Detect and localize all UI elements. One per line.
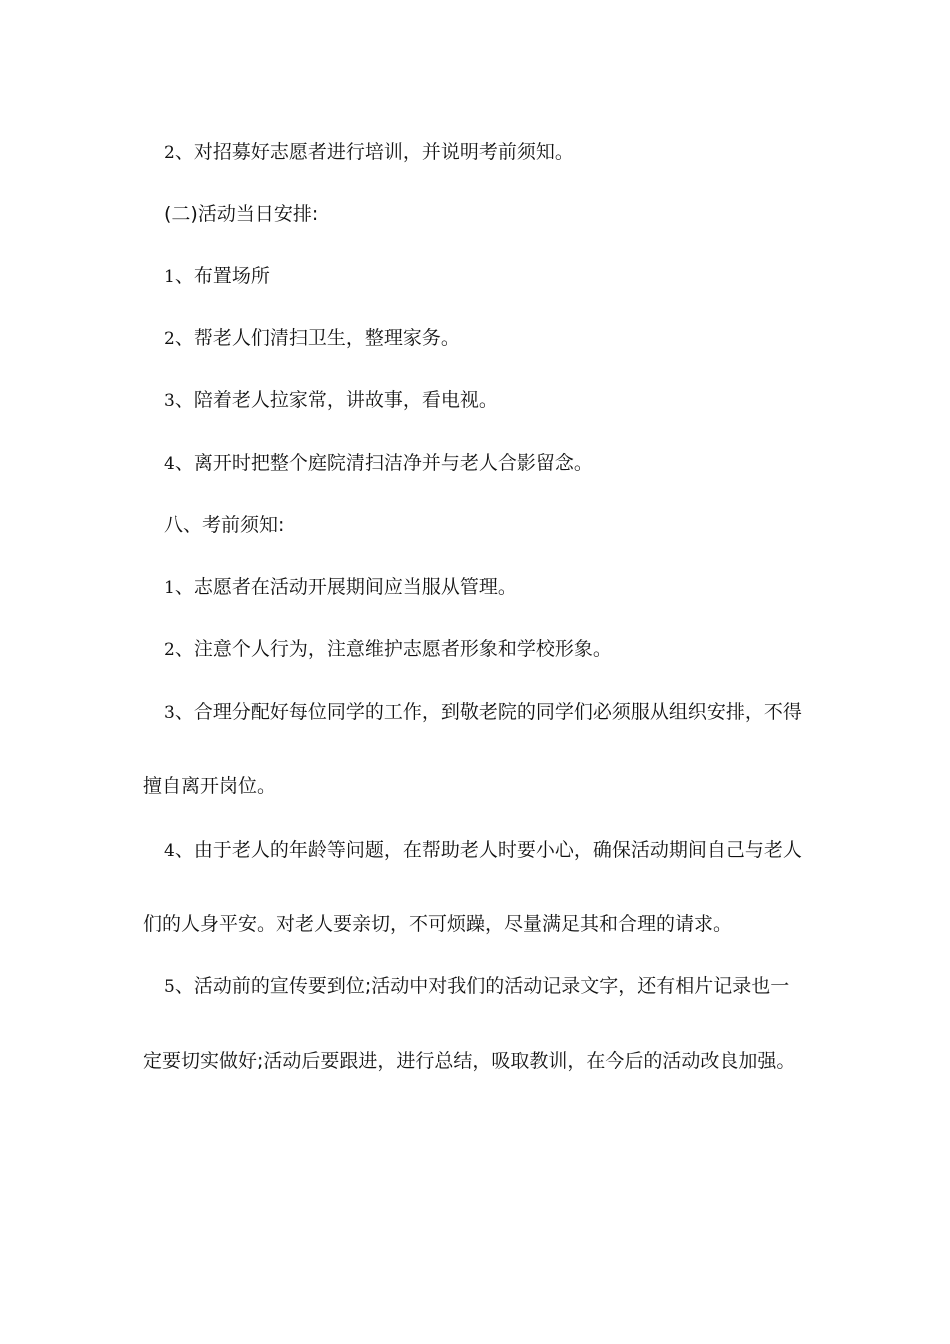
item-text: 、陪着老人拉家常，讲故事，看电视。 bbox=[174, 389, 498, 411]
section-heading bbox=[0, 512, 950, 538]
item-number: 1 bbox=[164, 267, 175, 287]
item-text: 、合理分配好每位同学的工作，到敬老院的同学们必须服从组织安排，不得 bbox=[174, 701, 802, 723]
list-item bbox=[0, 837, 950, 864]
item-text: 、布置场所 bbox=[174, 265, 270, 287]
list-item bbox=[0, 699, 950, 726]
item-text: 、对招募好志愿者进行培训，并说明考前须知。 bbox=[174, 141, 574, 163]
continuation-line bbox=[0, 773, 950, 799]
item-number: 2 bbox=[164, 329, 175, 349]
item-text: 们的人身平安。对老人要亲切，不可烦躁，尽量满足其和合理的请求。 bbox=[143, 913, 733, 935]
section-heading-text: 八、考前须知: bbox=[164, 514, 285, 536]
section-heading-text: (二)活动当日安排: bbox=[164, 203, 319, 225]
item-number: 3 bbox=[164, 391, 175, 411]
item-number: 1 bbox=[164, 578, 175, 598]
list-item bbox=[0, 325, 950, 352]
list-item bbox=[0, 139, 950, 166]
section-heading bbox=[0, 201, 950, 227]
list-item bbox=[0, 973, 950, 1000]
item-number: 5 bbox=[164, 977, 175, 997]
item-text: 、帮老人们清扫卫生，整理家务。 bbox=[174, 327, 460, 349]
item-number: 2 bbox=[164, 143, 175, 163]
list-item bbox=[0, 450, 950, 477]
item-text: 、离开时把整个庭院清扫洁净并与老人合影留念。 bbox=[174, 452, 593, 474]
item-text: 擅自离开岗位。 bbox=[143, 775, 277, 797]
list-item bbox=[0, 574, 950, 601]
item-text: 、注意个人行为，注意维护志愿者形象和学校形象。 bbox=[174, 638, 612, 660]
item-number: 3 bbox=[164, 703, 175, 723]
item-number: 4 bbox=[164, 841, 175, 861]
list-item bbox=[0, 387, 950, 414]
list-item bbox=[0, 636, 950, 663]
item-text: 、志愿者在活动开展期间应当服从管理。 bbox=[174, 576, 517, 598]
item-text: 、活动前的宣传要到位;活动中对我们的活动记录文字，还有相片记录也一 bbox=[174, 975, 790, 997]
item-number: 4 bbox=[164, 454, 175, 474]
item-text: 、由于老人的年龄等问题，在帮助老人时要小心，确保活动期间自己与老人 bbox=[174, 839, 802, 861]
continuation-line bbox=[0, 911, 950, 937]
list-item bbox=[0, 263, 950, 290]
item-text: 定要切实做好;活动后要跟进，进行总结，吸取教训，在今后的活动改良加强。 bbox=[143, 1050, 796, 1072]
continuation-line bbox=[0, 1048, 950, 1074]
item-number: 2 bbox=[164, 640, 175, 660]
